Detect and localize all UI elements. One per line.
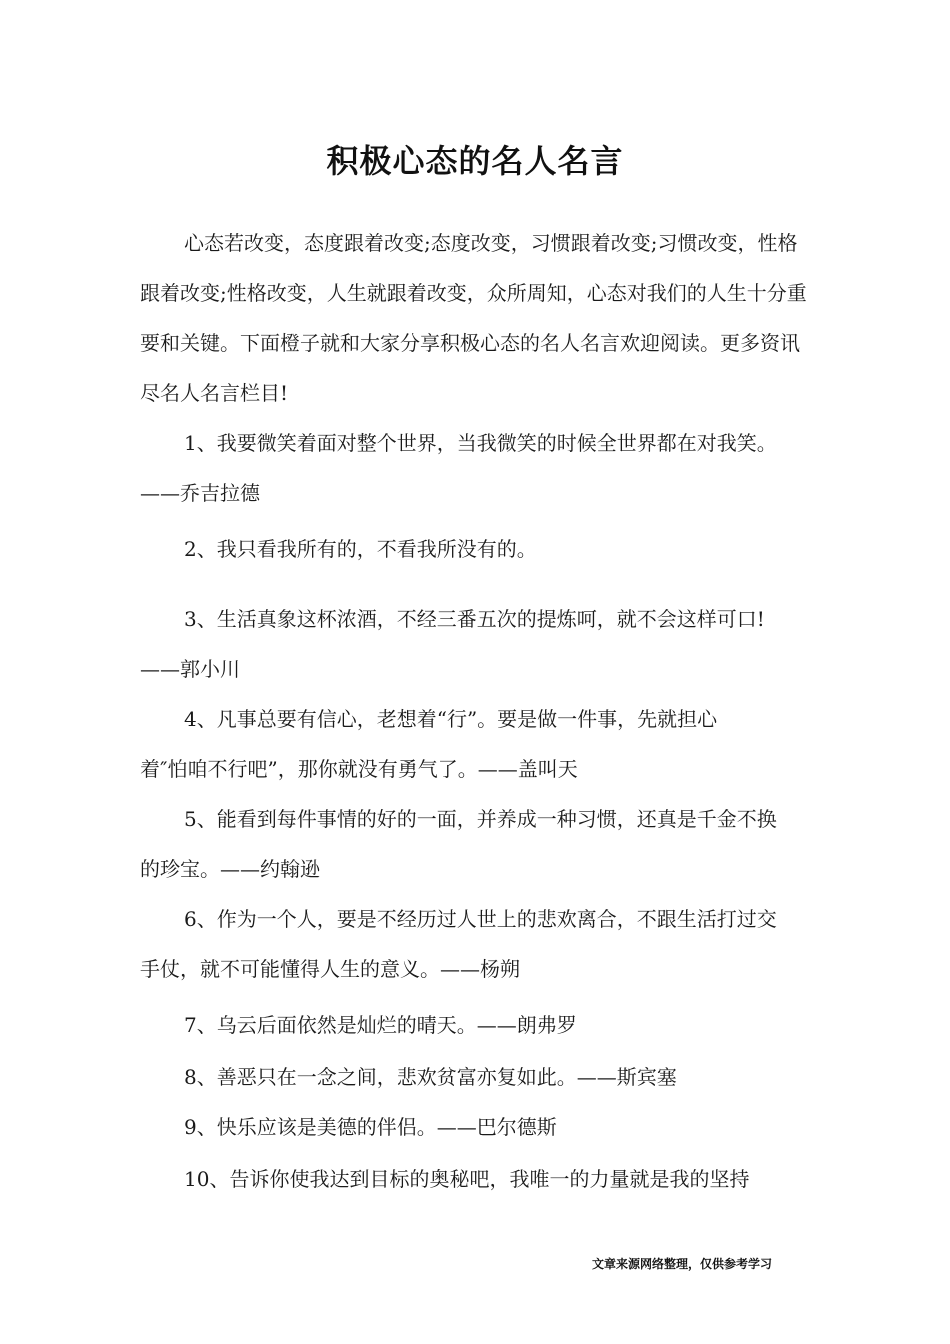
document-title: 积极心态的名人名言 — [326, 142, 624, 180]
quote-8-line1: 8、善恶只在一念之间，悲欢贫富亦复如此。——斯宾塞 — [184, 1065, 677, 1089]
quote-5-line1: 5、能看到每件事情的好的一面，并养成一种习惯，还真是千金不换 — [184, 807, 777, 831]
quote-6 — [140, 894, 812, 994]
quote-4-line1: 4、凡事总要有信心，老想着“行”。要是做一件事，先就担心 — [184, 707, 718, 731]
quote-3-line2: ——郭小川 — [140, 657, 240, 681]
quote-7 — [140, 1000, 812, 1050]
quote-1 — [140, 418, 812, 518]
quote-9-line1: 9、快乐应该是美德的伴侣。——巴尔德斯 — [184, 1115, 557, 1139]
quote-10 — [140, 1154, 812, 1204]
quote-2-line1: 2、我只看我所有的，不看我所没有的。 — [184, 537, 537, 561]
quote-8 — [140, 1052, 812, 1102]
intro-paragraph: 心态若改变，态度跟着改变;态度改变，习惯跟着改变;习惯改变，性格跟着改变;性格改变，人生就跟着改变，众所周知，心态对我们的人生十分重要和关键。下面橙子就和大家分享积极心态的名人名言欢迎阅读。更多资讯尽名人名言栏目! — [140, 231, 807, 405]
quote-4-line2: 着″怕咱不行吧”，那你就没有勇气了。——盖叫天 — [140, 757, 578, 781]
quote-5-line2: 的珍宝。——约翰逊 — [140, 857, 320, 881]
quote-5 — [140, 794, 812, 894]
quote-3 — [140, 594, 812, 694]
quote-6-line1: 6、作为一个人，要是不经历过人世上的悲欢离合，不跟生活打过交 — [184, 907, 777, 931]
quote-7-line1: 7、乌云后面依然是灿烂的晴天。——朗弗罗 — [184, 1013, 577, 1037]
quote-4 — [140, 694, 812, 794]
footer-note: 文章来源网络整理，仅供参考学习 — [592, 1257, 773, 1271]
quote-1-line1: 1、我要微笑着面对整个世界，当我微笑的时候全世界都在对我笑。 — [184, 431, 777, 455]
quote-10-line1: 10、告诉你使我达到目标的奥秘吧，我唯一的力量就是我的坚持 — [184, 1167, 750, 1191]
quote-2 — [140, 524, 812, 574]
quote-9 — [140, 1102, 812, 1152]
quote-1-line2: ——乔吉拉德 — [140, 481, 260, 505]
quote-3-line1: 3、生活真象这杯浓酒，不经三番五次的提炼呵，就不会这样可口! — [184, 607, 765, 631]
quote-6-line2: 手仗，就不可能懂得人生的意义。——杨朔 — [140, 957, 520, 981]
